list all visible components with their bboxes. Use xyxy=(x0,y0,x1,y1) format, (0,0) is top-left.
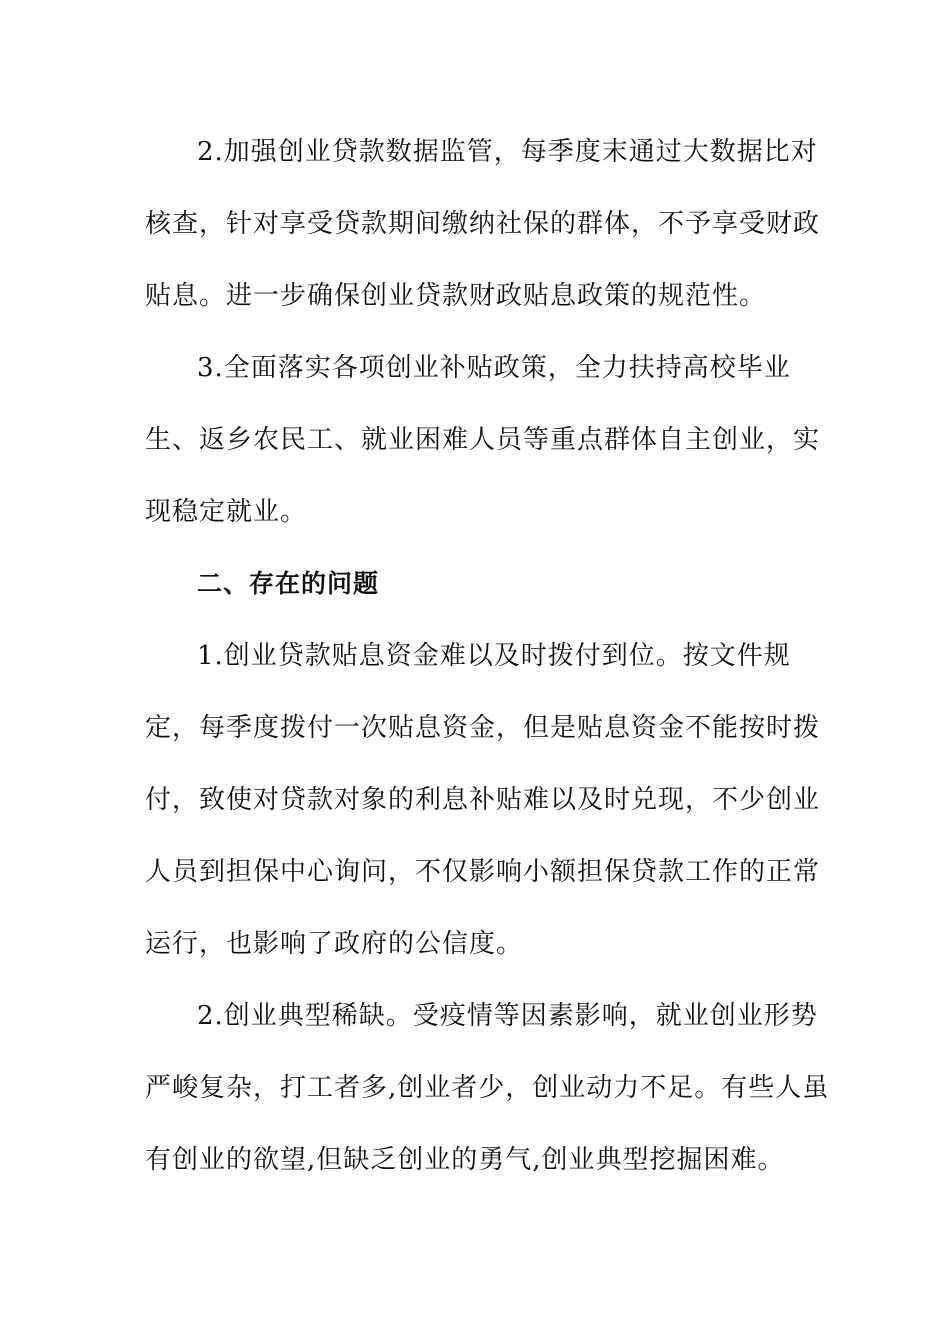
paragraph-line: 生、返乡农民工、就业困难人员等重点群体自主创业，实 xyxy=(145,425,821,455)
section-heading-problems xyxy=(145,548,805,620)
paragraph-line: 付，致使对贷款对象的利息补贴难以及时兑现，不少创业 xyxy=(145,785,821,815)
paragraph-line: 严峻复杂，打工者多,创业者少，创业动力不足。有些人虽 xyxy=(145,1073,830,1103)
section-heading: 二、存在的问题 xyxy=(197,569,380,598)
paragraph-line: 2.加强创业贷款数据监管，每季度末通过大数据比对 xyxy=(197,137,818,167)
document-body xyxy=(145,116,830,1196)
paragraph-entrepreneur-scarcity xyxy=(145,980,830,1196)
paragraph-line: 2.创业典型稀缺。受疫情等因素影响，就业创业形势 xyxy=(197,1001,818,1031)
paragraph-line: 3.全面落实各项创业补贴政策，全力扶持高校毕业 xyxy=(197,353,791,383)
paragraph-line: 运行，也影响了政府的公信度。 xyxy=(145,929,524,959)
paragraph-line: 现稳定就业。 xyxy=(145,497,308,527)
paragraph-line: 有创业的欲望,但缺乏创业的勇气,创业典型挖掘困难。 xyxy=(145,1145,785,1175)
paragraph-subsidy-policy xyxy=(145,332,821,548)
paragraph-loan-supervision xyxy=(145,116,821,332)
paragraph-line: 定，每季度拨付一次贴息资金，但是贴息资金不能按时拨 xyxy=(145,713,821,743)
paragraph-line: 1.创业贷款贴息资金难以及时拨付到位。按文件规 xyxy=(197,641,791,671)
paragraph-funding-delay xyxy=(145,620,821,980)
paragraph-line: 核查，针对享受贷款期间缴纳社保的群体，不予享受财政 xyxy=(145,209,821,239)
paragraph-line: 人员到担保中心询问，不仅影响小额担保贷款工作的正常 xyxy=(145,857,821,887)
paragraph-line: 贴息。进一步确保创业贷款财政贴息政策的规范性。 xyxy=(145,281,767,311)
